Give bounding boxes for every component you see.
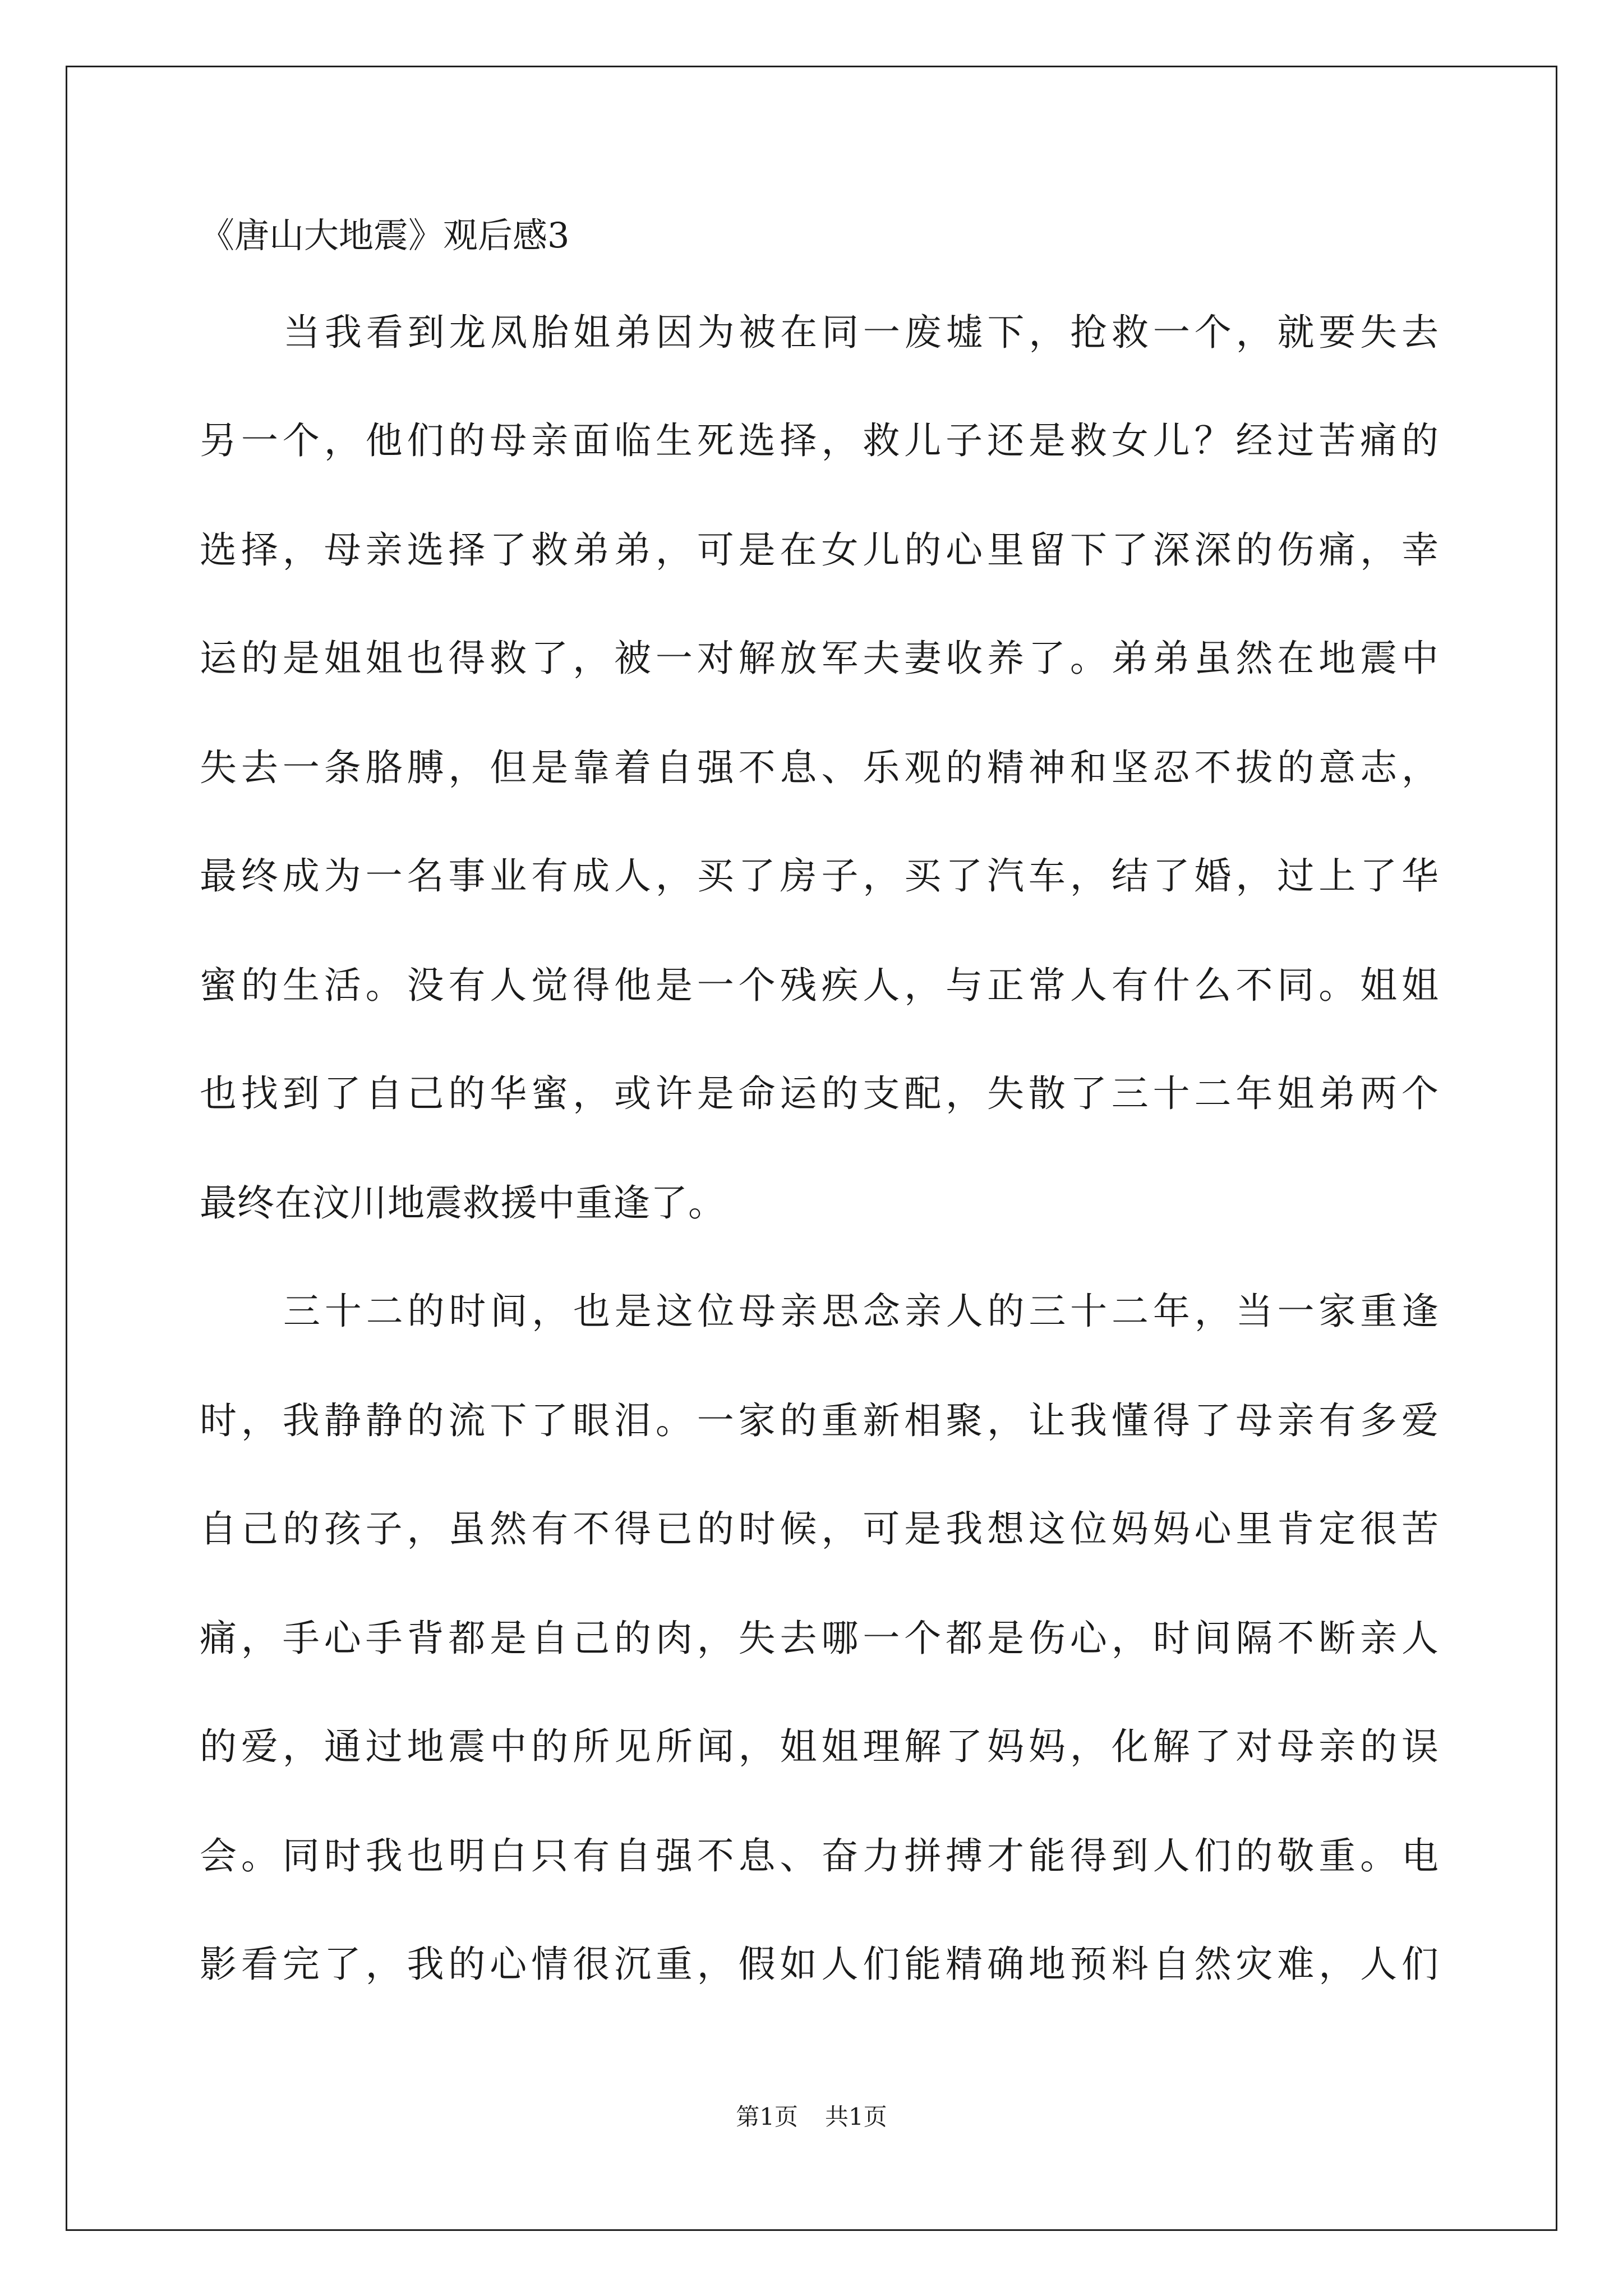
paragraph-line: 的爱，通过地震中的所见所闻，姐姐理解了妈妈，化解了对母亲的误 <box>200 1725 1439 1768</box>
page-footer <box>0 2100 1623 2134</box>
paragraph-line: 当我看到龙凤胎姐弟因为被在同一废墟下，抢救一个，就要失去 <box>283 311 1439 354</box>
paragraph-line: 另一个，他们的母亲面临生死选择，救儿子还是救女儿？经过苦痛的 <box>200 419 1439 462</box>
page-number: 第1页 <box>736 2103 798 2131</box>
paragraph-line: 影看完了，我的心情很沉重，假如人们能精确地预料自然灾难，人们 <box>200 1943 1439 1986</box>
paragraph-line: 痛，手心手背都是自己的肉，失去哪一个都是伤心，时间隔不断亲人 <box>200 1617 1439 1660</box>
paragraph-line: 失去一条胳膊，但是靠着自强不息、乐观的精神和坚忍不拔的意志， <box>200 746 1439 789</box>
paragraph-line: 蜜的生活。没有人觉得他是一个残疾人，与正常人有什么不同。姐姐 <box>200 964 1439 1007</box>
paragraph-line: 时，我静静的流下了眼泪。一家的重新相聚，让我懂得了母亲有多爱 <box>200 1399 1439 1442</box>
paragraph-line: 会。同时我也明白只有自强不息、奋力拼搏才能得到人们的敬重。电 <box>200 1834 1439 1878</box>
paragraph-line: 最终成为一名事业有成人，买了房子，买了汽车，结了婚，过上了华 <box>200 854 1439 898</box>
paragraph-line: 也找到了自己的华蜜，或许是命运的支配，失散了三十二年姐弟两个 <box>200 1072 1439 1115</box>
page-frame <box>66 66 1557 2231</box>
paragraph-line: 运的是姐姐也得救了，被一对解放军夫妻收养了。弟弟虽然在地震中 <box>200 637 1439 680</box>
paragraph-line: 自己的孩子，虽然有不得已的时候，可是我想这位妈妈心里肯定很苦 <box>200 1507 1439 1550</box>
paragraph-line: 三十二的时间，也是这位母亲思念亲人的三十二年，当一家重逢 <box>283 1290 1439 1333</box>
page-total: 共1页 <box>825 2103 887 2131</box>
paragraph-line: 选择，母亲选择了救弟弟，可是在女儿的心里留下了深深的伤痛，幸 <box>200 528 1439 572</box>
document-title: 《唐山大地震》观后感3 <box>200 215 570 256</box>
paragraph-line: 最终在汶川地震救援中重逢了。 <box>200 1181 726 1225</box>
